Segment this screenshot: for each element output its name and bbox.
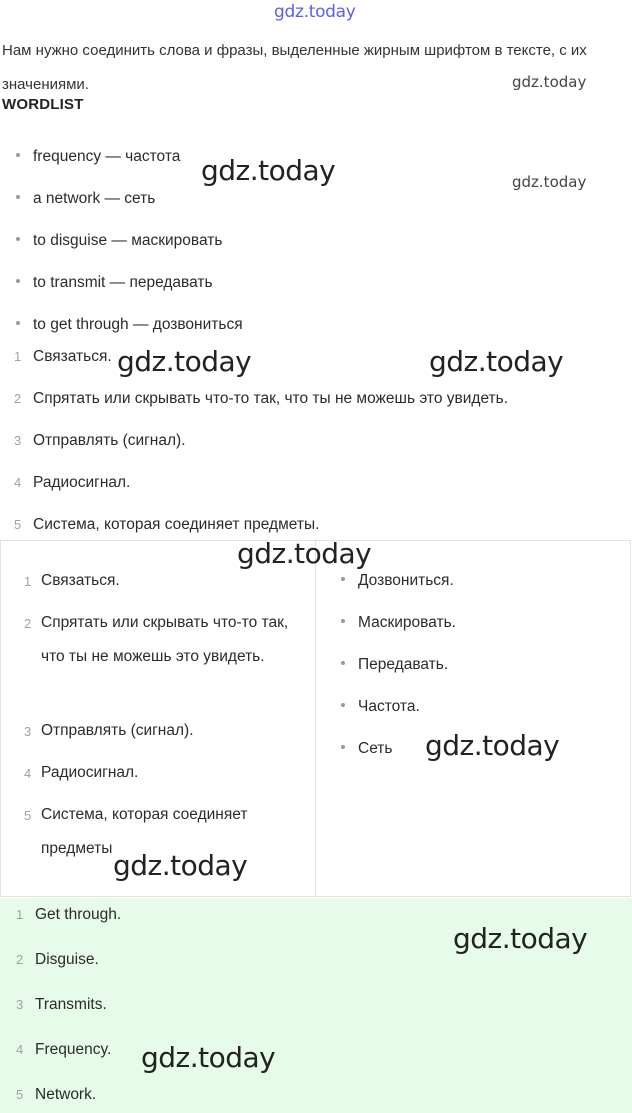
wordlist-item: to disguise — маскировать [16,232,222,250]
wordlist-item: frequency — частота [16,148,180,166]
watermark: gdz.today [453,922,588,955]
table-right-item: Частота. [341,690,420,724]
watermark: gdz.today [512,173,587,191]
answer-item: 5 Network. [16,1086,97,1103]
watermark: gdz.today [429,345,564,378]
answer-item: 1 Get through. [16,906,122,923]
table-right-item: Маскировать. [341,606,456,640]
wordlist-heading: WORDLIST [2,96,84,113]
table-left-item: Спрятать или скрывать что-то так, что ты не можешь это увидеть. [41,614,289,665]
wordlist-item: to get through — дозвониться [16,316,243,334]
bullet-icon [341,577,345,581]
table-left-num: 4 [24,766,32,781]
bullet-icon [16,195,20,199]
watermark: gdz.today [113,849,248,882]
watermark: gdz.today [117,345,252,378]
table-left-num: 1 [24,574,32,589]
bullet-icon [341,745,345,749]
watermark: gdz.today [201,154,336,187]
bullet-icon [16,153,20,157]
watermark: gdz.today [141,1041,276,1074]
definition-item: 1 Связаться. [14,348,112,365]
table-left-item: Система, которая соединяет предметы [41,806,248,857]
watermark: gdz.today [237,537,372,570]
wordlist-item: to transmit — передавать [16,274,213,292]
bullet-icon [341,661,345,665]
table-left-item: Отправлять (сигнал). [41,722,194,739]
definition-item: 5 Система, которая соединяет предметы. [14,516,320,533]
bullet-icon [341,619,345,623]
answer-item: 3 Transmits. [16,996,107,1013]
table-divider [315,541,316,897]
answer-item: 2 Disguise. [16,951,99,968]
table-right-item: Сеть [341,732,392,766]
table-left-item: Связаться. [41,572,120,589]
bullet-icon [16,237,20,241]
table-right-item: Передавать. [341,648,448,682]
table-left-item: Радиосигнал. [41,764,139,781]
bullet-icon [341,703,345,707]
definition-item: 4 Радиосигнал. [14,474,131,491]
bullet-icon [16,279,20,283]
definition-item: 2 Спрятать или скрывать что-то так, что ты не можешь это увидеть. [14,390,509,407]
top-watermark: gdz.today [274,2,356,22]
watermark: gdz.today [425,729,560,762]
definition-item: 3 Отправлять (сигнал). [14,432,186,449]
bullet-icon [16,321,20,325]
table-left-num: 3 [24,724,32,739]
table-left-num: 5 [24,808,32,823]
table-right-item: Дозвониться. [341,564,454,598]
wordlist-item: a network — сеть [16,190,155,208]
answer-item: 4 Frequency. [16,1041,112,1058]
watermark: gdz.today [512,73,587,91]
intro-paragraph: Нам нужно соединить слова и фразы, выделенные жирным шрифтом в тексте, с их значениями. [2,42,587,93]
table-left-num: 2 [24,616,32,631]
